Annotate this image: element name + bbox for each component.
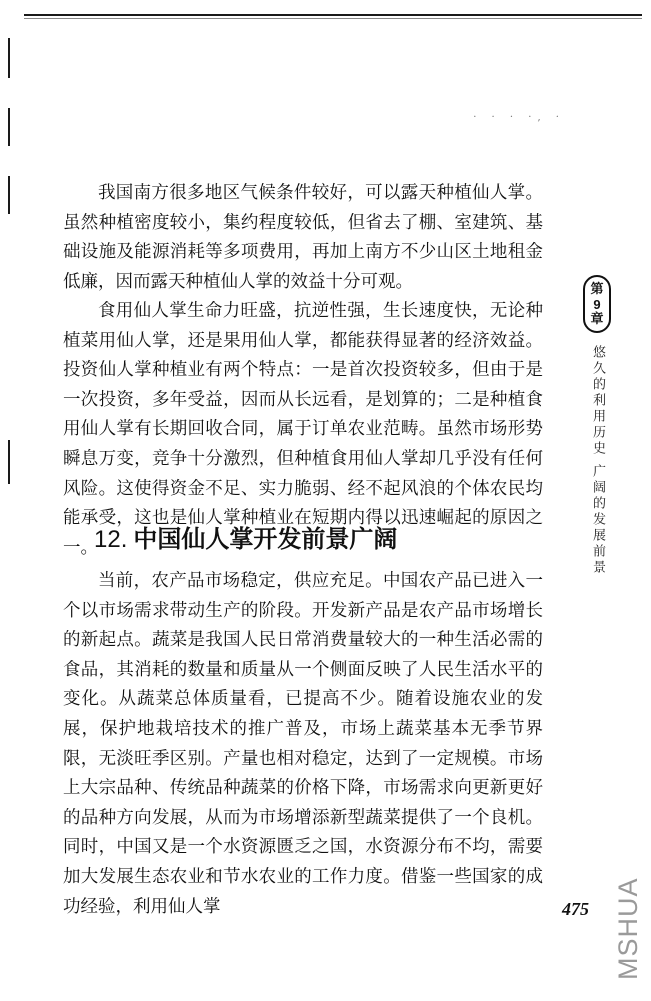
chapter-number: 9 [593, 296, 601, 312]
chapter-title: 悠久的利用历史 广阔的发展前景 [590, 345, 605, 577]
body-paragraph-3: 当前，农产品市场稳定，供应充足。中国农产品已进入一个以市场需求带动生产的阶段。开发新产品是农产品市场增长的新起点。蔬菜是我国人民日常消费量较大的一种生活必需的食品，其消耗的数量和质量从一个侧面反映了人民生活水平的变化。从蔬菜总体质量看，已提高不少。随着设施农业的发展，保护地栽培技术的推广普及，市场上蔬菜基本无季节界限，无淡旺季区别。产量也相对稳定，达到了一定规模。市场上大宗品种、传统品种蔬菜的价格下降，市场需求向更新更好的品种方向发展，从而为市场增添新型蔬菜提供了一个良机。同时，中国又是一个水资源匮乏之国，水资源分布不均，需要加大发展生态农业和节水农业的工作力度。借鉴一些国家的成功经验，利用仙人掌 [63, 571, 543, 917]
body-paragraph-2: 食用仙人掌生命力旺盛，抗逆性强，生长速度快，无论种植菜用仙人掌，还是果用仙人掌，都能获得显著的经济效益。投资仙人掌种植业有两个特点：一是首次投资较多，但由于是一次投资，多年受益，因而从长远看，是划算的；二是种植食用仙人掌有长期回收合同，属于订单农业范畴。虽然市场形势瞬息万变，竞争十分激烈，但种植食用仙人掌却几乎没有任何风险。这使得资金不足、实力脆弱、经不起风浪的个体农民均能承受，这也是仙人掌种植业在短期内得以迅速崛起的原因之一。 [63, 301, 543, 558]
section-number: 12. [94, 526, 128, 553]
chapter-suffix: 章 [590, 311, 604, 327]
page-number: 475 [562, 899, 589, 919]
chapter-tab [583, 275, 611, 333]
section-heading [94, 522, 397, 557]
watermark: MSHUA [613, 877, 643, 980]
scan-mark [8, 440, 10, 484]
scan-mark [8, 108, 10, 146]
scan-mark [8, 38, 10, 78]
scan-specks: · · · ·, · [473, 112, 565, 123]
scan-mark [8, 176, 10, 214]
chapter-prefix: 第 [590, 281, 604, 297]
top-rule-shadow [24, 18, 642, 19]
section-title: 中国仙人掌开发前景广阔 [133, 524, 398, 553]
top-rule [24, 14, 642, 16]
body-paragraph-1: 我国南方很多地区气候条件较好，可以露天种植仙人掌。虽然种植密度较小，集约程度较低，但省去了棚、室建筑、基础设施及能源消耗等多项费用，再加上南方不少山区土地租金低廉，因而露天种植仙人掌的效益十分可观。 [63, 183, 543, 292]
